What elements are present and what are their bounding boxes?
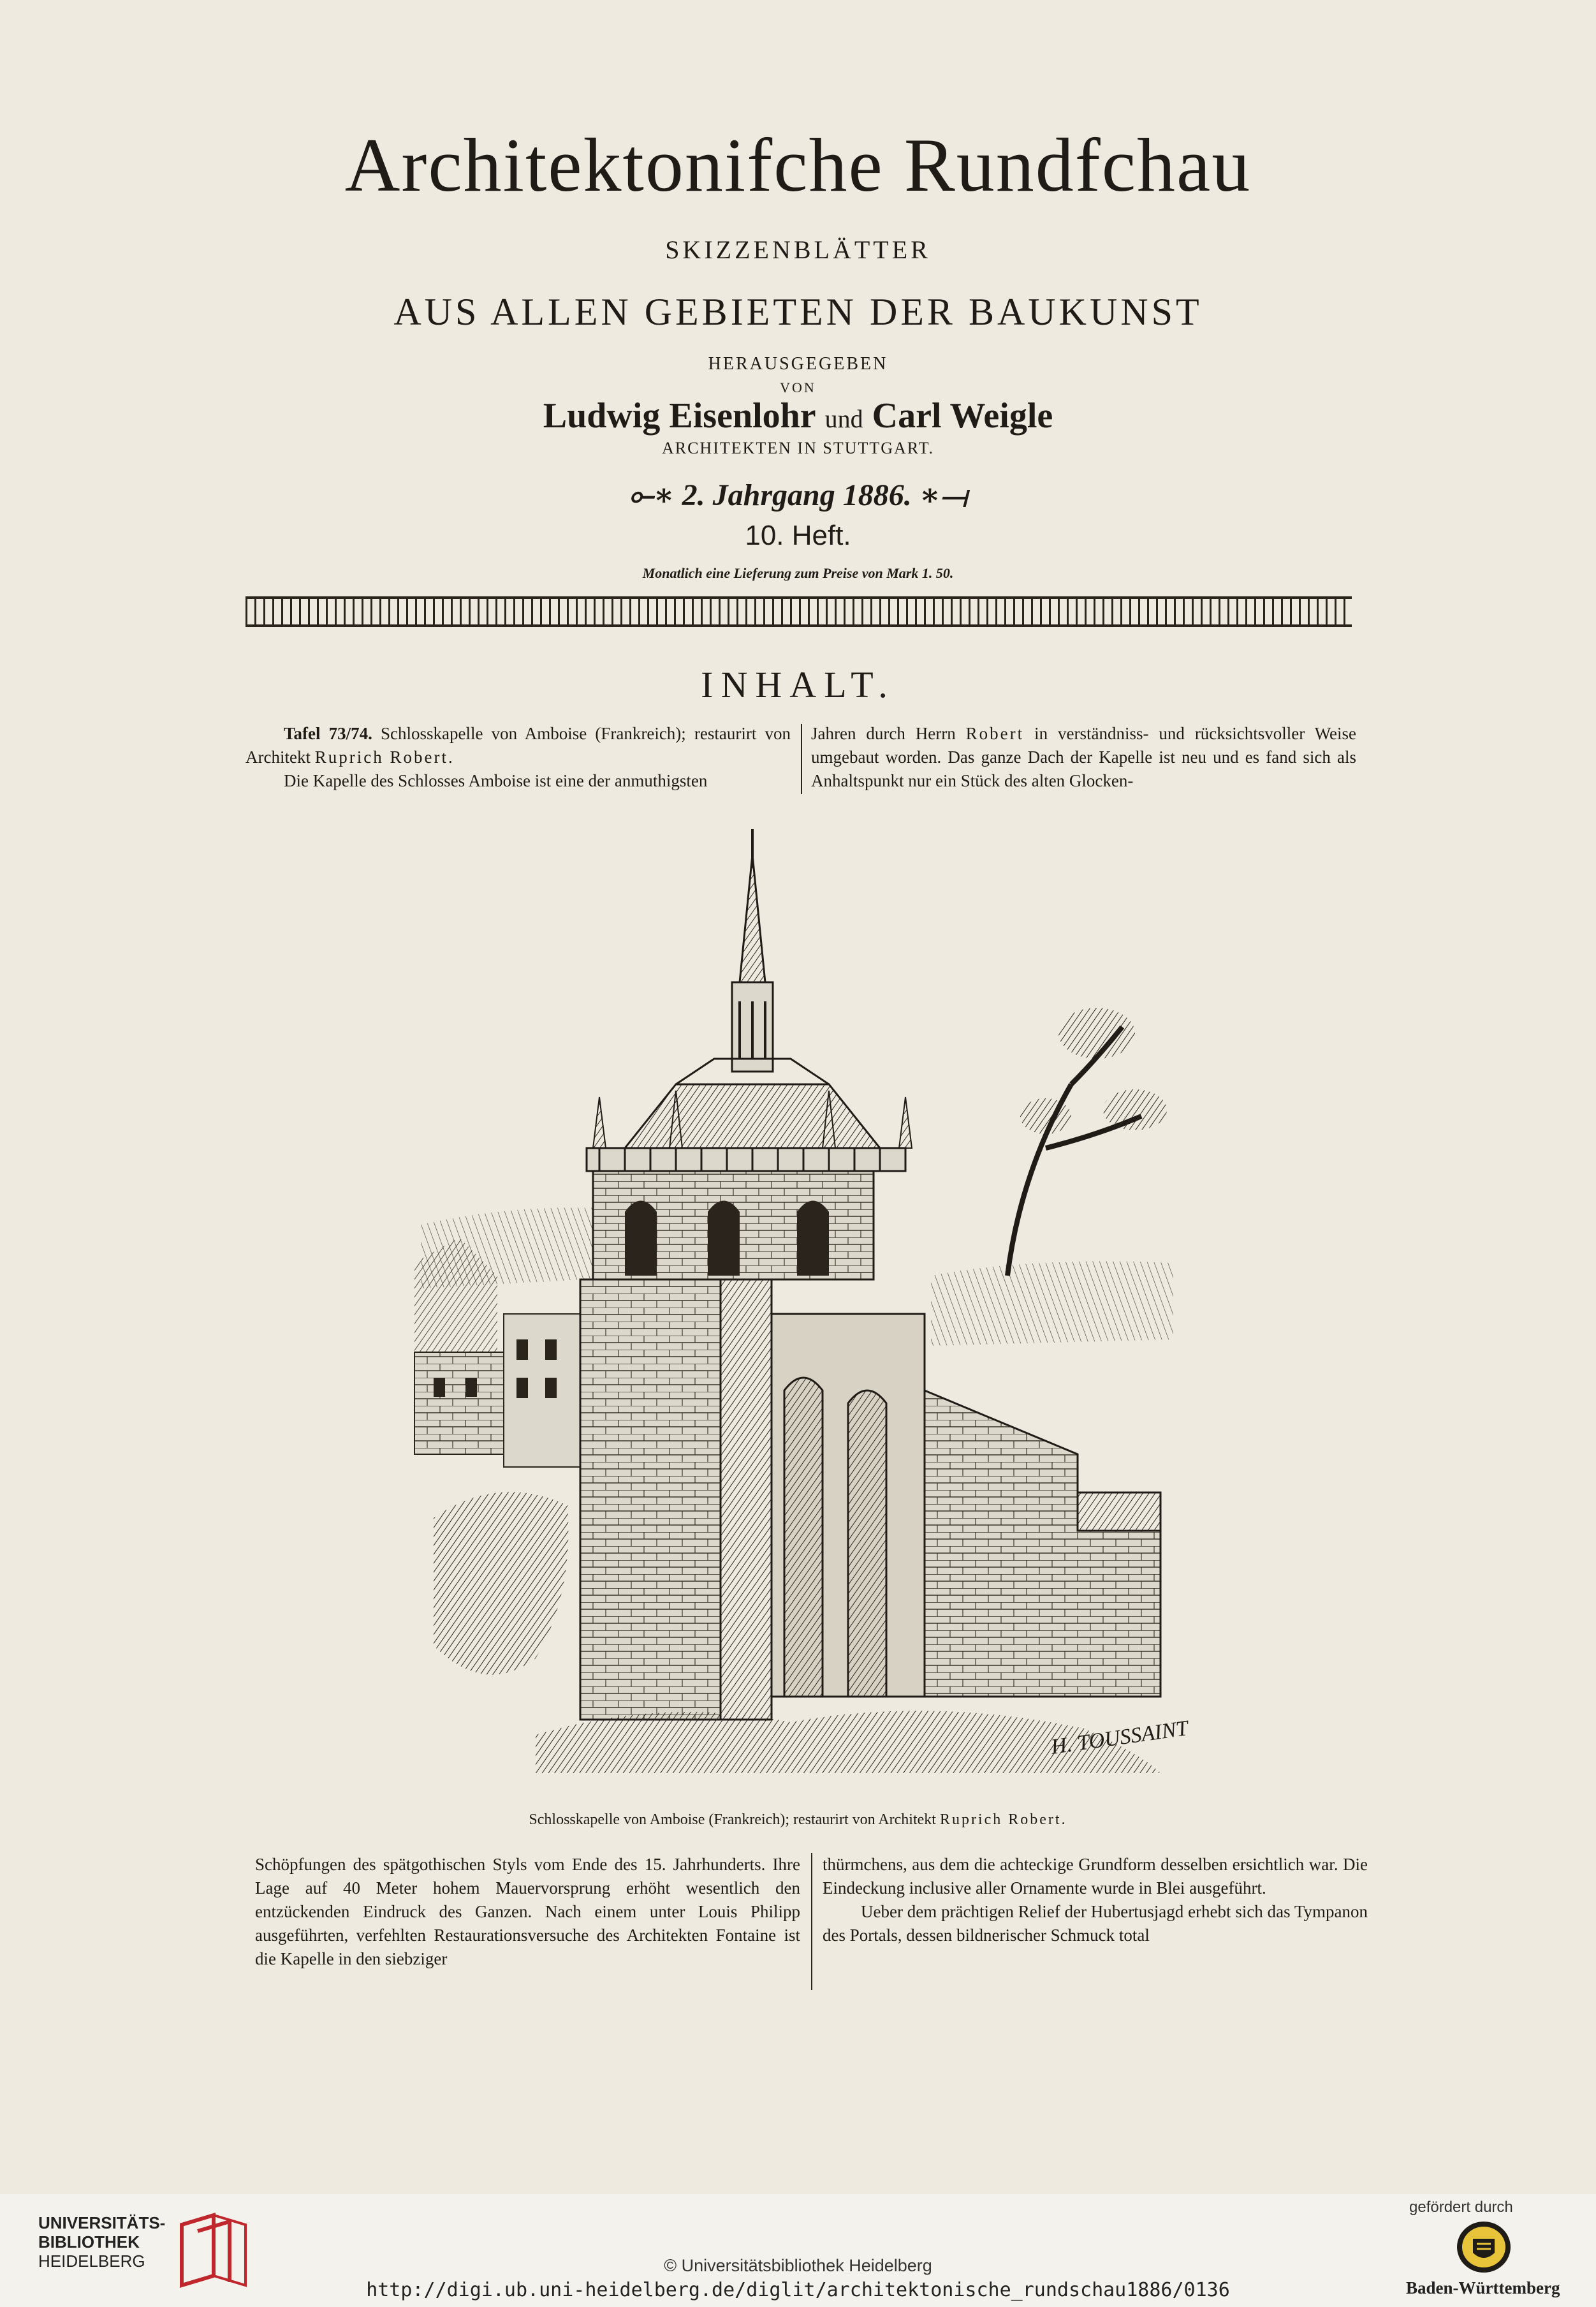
caption-text: Schlosskapelle von Amboise (Frankreich); restaurirt von Architekt xyxy=(529,1811,940,1828)
sponsor-name: Baden-Württemberg xyxy=(1406,2278,1560,2297)
ornament-right: ∗⟞ xyxy=(911,478,967,512)
caption-architect: Ruprich Robert. xyxy=(939,1811,1067,1828)
logo-line-1: UNIVERSITÄTS- xyxy=(38,2213,166,2232)
paragraph-schoepfungen: Schöpfungen des spätgothischen Styls vom Ende des 15. Jahrhunderts. Ihre Lage auf 40 Meter hohem Mauervorsprung erhöht wesentlich den entzückenden Eindruck des Ganzen. Nach einem unter Louis Philipp ausgeführten, verfehlten Restaurationsversuche des Architekten Fontaine ist die Kapelle in den siebziger xyxy=(255,1855,800,1968)
illustration-caption xyxy=(0,1811,1596,1829)
column-divider-top xyxy=(801,724,802,794)
text-column-left-bottom xyxy=(255,1853,800,1971)
restaurirt-text: restaurirt von Architekt xyxy=(245,724,791,767)
subtitle-gebiete: AUS ALLEN GEBIETEN DER BAUKUNST xyxy=(393,291,1203,333)
foliage-left xyxy=(434,1492,568,1675)
right-top-pre: Jahren durch Herrn xyxy=(811,724,966,743)
heft-number: 10. Heft. xyxy=(745,520,851,551)
decorative-border xyxy=(245,596,1352,627)
paragraph-kapelle: Die Kapelle des Schlosses Amboise ist eine der anmuthigsten xyxy=(284,771,708,790)
text-column-left-top xyxy=(245,722,791,793)
price-note: Monatlich eine Lieferung zum Preise von Mark 1. 50. xyxy=(642,565,954,581)
tafel-title: Schlosskapelle von Amboise (Frankreich); xyxy=(381,724,686,743)
editors xyxy=(0,395,1596,436)
artist-signature: H. TOUSSAINT xyxy=(1049,1716,1190,1759)
subtitle-skizzenblaetter: SKIZZENBLÄTTER xyxy=(665,235,931,264)
section-heading: INHALT. xyxy=(701,664,895,705)
editor-eisenlohr: Ludwig Eisenlohr xyxy=(543,396,816,436)
text-column-right-bottom xyxy=(823,1853,1368,1947)
architect-name: Ruprich Robert. xyxy=(314,748,455,767)
architekten-label: ARCHITEKTEN IN STUTTGART. xyxy=(661,439,935,457)
sponsor-label: gefördert durch xyxy=(1409,2199,1513,2216)
von-label: VON xyxy=(780,380,816,395)
logo-line-2: BIBLIOTHEK xyxy=(38,2232,140,2252)
journal-title: Architektonifche Rundfchau xyxy=(344,122,1252,207)
jahrgang-text: 2. Jahrgang 1886. xyxy=(682,478,912,512)
herausgegeben-label: HERAUSGEGEBEN xyxy=(708,354,888,374)
und-label: und xyxy=(824,404,863,433)
chapel-illustration xyxy=(408,816,1192,1799)
logo-line-3: HEIDELBERG xyxy=(38,2252,145,2271)
tafel-label: Tafel 73/74. xyxy=(284,724,372,743)
jahrgang xyxy=(0,477,1596,513)
text-column-right-top xyxy=(811,722,1356,793)
copyright-text: © Universitätsbibliothek Heidelberg xyxy=(664,2256,932,2275)
bw-seal-icon xyxy=(1455,2220,1512,2274)
right-top-post: in verständniss- und rücksichtsvoller Weise umgebaut worden. Das ganze Dach der Kapelle ist neu und es fand sich als Anhaltspunkt nur ein Stück des alten Glocken- xyxy=(811,724,1357,790)
ub-heidelberg-logo[interactable] xyxy=(38,2213,268,2290)
ub-logo-icon xyxy=(163,2212,265,2289)
ornament-left: ⟜∗ xyxy=(629,478,682,512)
editor-weigle: Carl Weigle xyxy=(872,396,1053,436)
column-divider-bottom xyxy=(811,1853,812,1990)
source-url-link[interactable]: http://digi.ub.uni-heidelberg.de/diglit/architektonische_rundschau1886/0136 xyxy=(366,2279,1230,2301)
paragraph-thuermchens: thürmchens, aus dem die achteckige Grundform desselben ersichtlich war. Die Eindeckung inclusive aller Ornamente wurde in Blei ausgeführt. xyxy=(823,1855,1368,1898)
robert-name: Robert xyxy=(965,724,1025,743)
paragraph-hubertusjagd: Ueber dem prächtigen Relief der Hubertusjagd erhebt sich das Tympanon des Portals, dessen bildnerischer Schmuck total xyxy=(823,1902,1368,1945)
